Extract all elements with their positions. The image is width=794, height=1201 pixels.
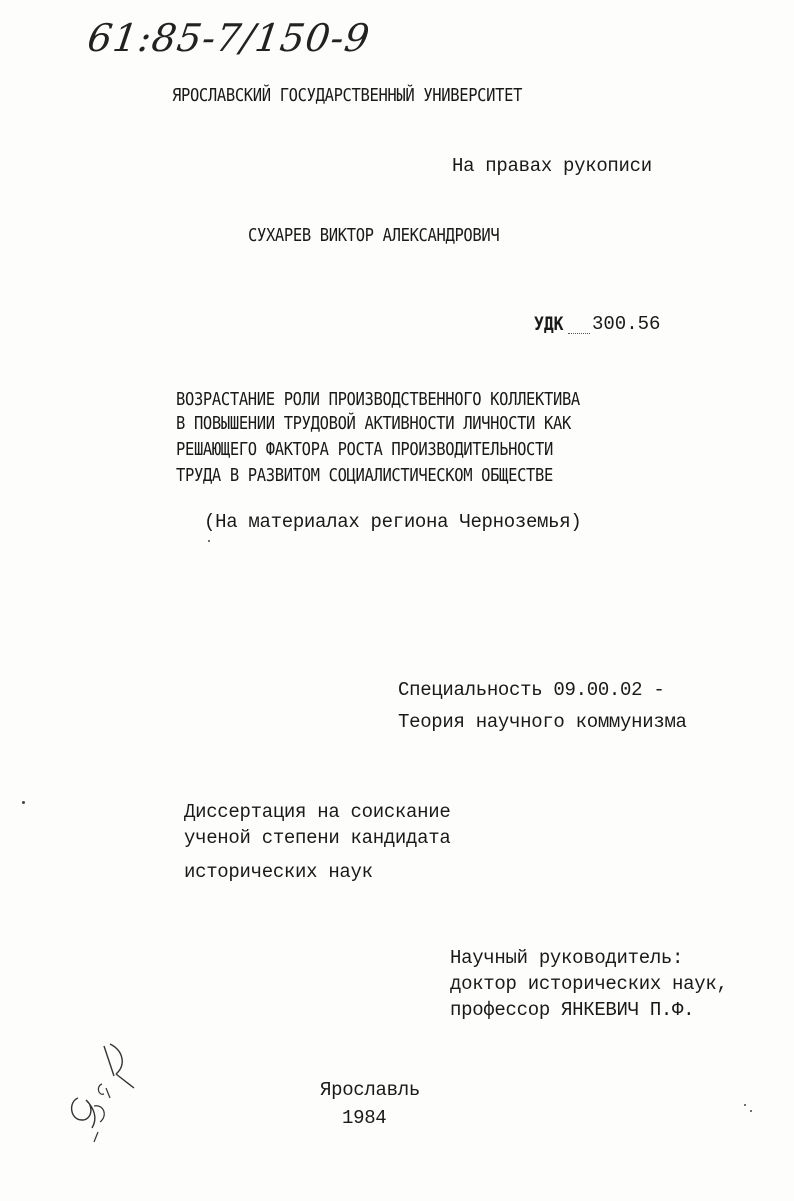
dissertation-line: ученой степени кандидата <box>184 827 451 849</box>
manuscript-rights-note: На правах рукописи <box>452 155 652 177</box>
paper-speck <box>208 540 210 542</box>
title-line: ТРУДА В РАЗВИТОМ СОЦИАЛИСТИЧЕСКОМ ОБЩЕСТВЕ <box>176 465 553 486</box>
city: Ярославль <box>320 1079 420 1101</box>
specialty-code: Специальность 09.00.02 - <box>398 679 665 701</box>
udk-code <box>534 312 661 337</box>
handwritten-signature-mark <box>64 1036 154 1146</box>
supervisor-line: Научный руководитель: <box>450 947 684 969</box>
paper-speck <box>750 1110 752 1112</box>
dissertation-subtitle: (На материалах региона Черноземья) <box>204 511 582 533</box>
dissertation-line: исторических наук <box>184 861 373 883</box>
paper-speck <box>22 801 25 804</box>
year: 1984 <box>342 1107 387 1129</box>
supervisor-line: профессор ЯНКЕВИЧ П.Ф. <box>450 999 695 1021</box>
title-line: РЕШАЮЩЕГО ФАКТОРА РОСТА ПРОИЗВОДИТЕЛЬНОСТИ <box>176 439 553 460</box>
specialty-name: Теория научного коммунизма <box>398 711 687 733</box>
title-line: В ПОВЫШЕНИИ ТРУДОВОЙ АКТИВНОСТИ ЛИЧНОСТИ КАК <box>176 413 571 434</box>
udk-label: УДК <box>534 313 564 335</box>
udk-dotted-rule <box>568 333 590 334</box>
paper-speck <box>744 1104 746 1106</box>
author-name: СУХАРЕВ ВИКТОР АЛЕКСАНДРОВИЧ <box>248 225 500 246</box>
supervisor-line: доктор исторических наук, <box>450 973 728 995</box>
udk-value: 300.56 <box>592 313 661 335</box>
dissertation-line: Диссертация на соискание <box>184 801 451 823</box>
university-name: ЯРОСЛАВСКИЙ ГОСУДАРСТВЕННЫЙ УНИВЕРСИТЕТ <box>172 85 523 106</box>
archive-code-handwritten: 61:85-7/150-9 <box>84 16 373 60</box>
title-line: ВОЗРАСТАНИЕ РОЛИ ПРОИЗВОДСТВЕННОГО КОЛЛЕКТИВА <box>176 389 580 410</box>
